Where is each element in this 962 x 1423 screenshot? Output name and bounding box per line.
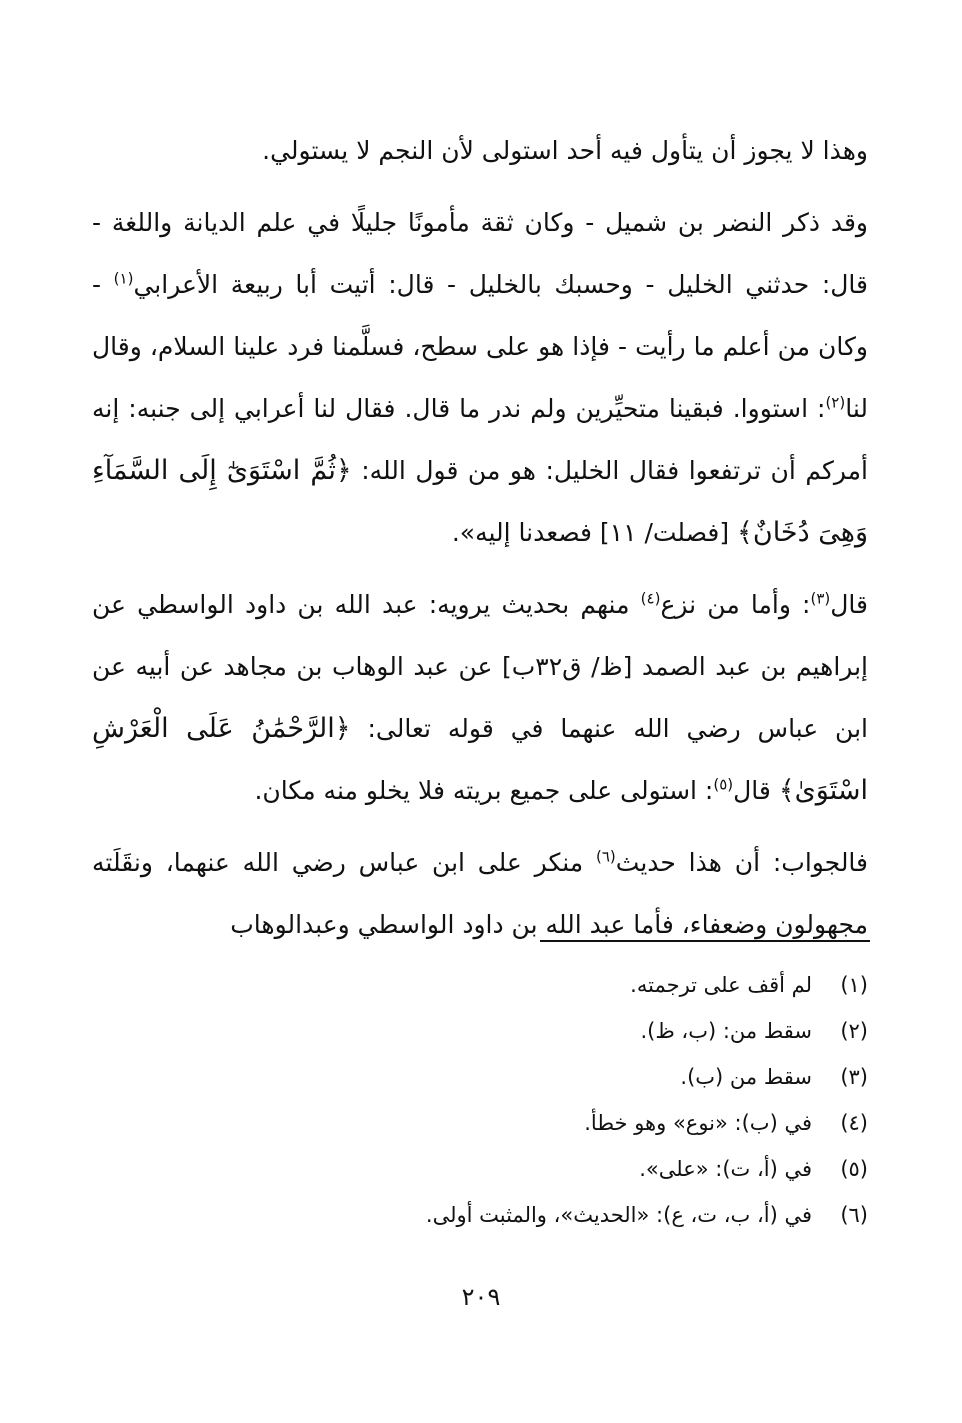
- main-text: [92, 120, 868, 966]
- paragraph-2-text: وقد ذكر النضر بن شميل - وكان ثقة مأمونًا جليلًا في علم الديانة واللغة - قال: حدثني الخليل - وحسبك بالخليل - قال: أتيت أبا ربيعة الأعرابي: [92, 208, 869, 299]
- footnote-text: في (أ، ب، ت، ع): «الحديث»، والمثبت أولى.: [425, 1203, 812, 1227]
- footnote-text: في (أ، ت): «على».: [639, 1157, 812, 1181]
- paragraph-3-text: : وأما من نزع: [660, 590, 811, 619]
- footnote-number: (٥): [840, 1157, 868, 1181]
- paragraph-4-text: منكر على ابن عباس رضي الله عنهما، ونقَلَته مجهولون وضعفاء، فأما عبد الله بن داود الواسطي وعبدالوهاب: [92, 848, 868, 939]
- paragraph-1-text: وهذا لا يجوز أن يتأول فيه أحد استولى لأن النجم لا يستولي.: [262, 136, 868, 165]
- footnote-ref-3[interactable]: (٣): [810, 589, 831, 608]
- footnote-2: [92, 1008, 868, 1054]
- footnote-number: (٤): [840, 1111, 868, 1135]
- footnotes-list: [92, 962, 868, 1238]
- footnote-4: [92, 1100, 868, 1146]
- paragraph-2-text: : استووا. فبقينا متحيِّرين ولم ندر ما قال. فقال لنا أعرابي إلى جنبه: إنه أمركم أن ترتفعوا فقال الخليل: هو من قول الله:: [92, 394, 869, 485]
- footnote-3: [92, 1054, 868, 1100]
- footnote-text: في (ب): «نوع» وهو خطأ.: [584, 1111, 812, 1135]
- page-number: ٢٠٩: [461, 1283, 501, 1311]
- paragraph-3-text: قال: [830, 590, 868, 619]
- paragraph-4-text: فالجواب: أن هذا حديث: [615, 848, 868, 877]
- footnote-number: (٣): [840, 1065, 868, 1089]
- paragraph-3: [92, 574, 868, 822]
- paragraph-2-text: - وكان من أعلم ما رأيت - فإذا هو على سطح، فسلَّمنا فرد علينا السلام، وقال لنا: [92, 270, 868, 423]
- footnote-separator: [540, 940, 870, 942]
- footnote-ref-6[interactable]: (٦): [596, 847, 616, 866]
- paragraph-3-text: قال: [733, 776, 779, 805]
- paragraph-2: [92, 192, 868, 564]
- footnote-number: (١): [840, 973, 868, 997]
- footnote-text: سقط من: (ب، ظ).: [640, 1019, 812, 1043]
- footnote-1: [92, 962, 868, 1008]
- footnote-text: لم أقف على ترجمته.: [630, 973, 812, 997]
- footnote-number: (٢): [840, 1019, 868, 1043]
- footnote-text: سقط من (ب).: [680, 1065, 812, 1089]
- paragraph-1: [92, 120, 868, 182]
- footnote-5: [92, 1146, 868, 1192]
- paragraph-4: [92, 832, 868, 956]
- footnote-ref-5[interactable]: (٥): [713, 775, 734, 794]
- footnote-number: (٦): [840, 1203, 868, 1227]
- footnote-6: [92, 1192, 868, 1238]
- paragraph-2-text: [فصلت/ ١١] فصعدنا إليه».: [451, 518, 738, 547]
- quran-verse: ﴿ثُمَّ اسْتَوَىٰٓ إِلَى السَّمَآءِ وَهِىَ دُخَانٌ﴾: [92, 455, 868, 548]
- footnote-ref-2[interactable]: (٢): [825, 393, 846, 412]
- paragraph-3-text: : استولى على جميع بريته فلا يخلو منه مكان.: [254, 776, 714, 805]
- paragraph-3-text: منهم بحديث يرويه: عبد الله بن داود الواسطي عن إبراهيم بن عبد الصمد [ظ/ ق٣٢ب] عن عبد الوهاب بن مجاهد عن أبيه عن ابن عباس رضي الله عنهما في قوله تعالى:: [92, 590, 868, 743]
- footnote-ref-4[interactable]: (٤): [640, 589, 661, 608]
- footnote-ref-1[interactable]: (١): [113, 269, 134, 288]
- quran-verse: ﴿الرَّحْمَٰنُ عَلَى الْعَرْشِ اسْتَوَىٰ﴾: [92, 713, 868, 806]
